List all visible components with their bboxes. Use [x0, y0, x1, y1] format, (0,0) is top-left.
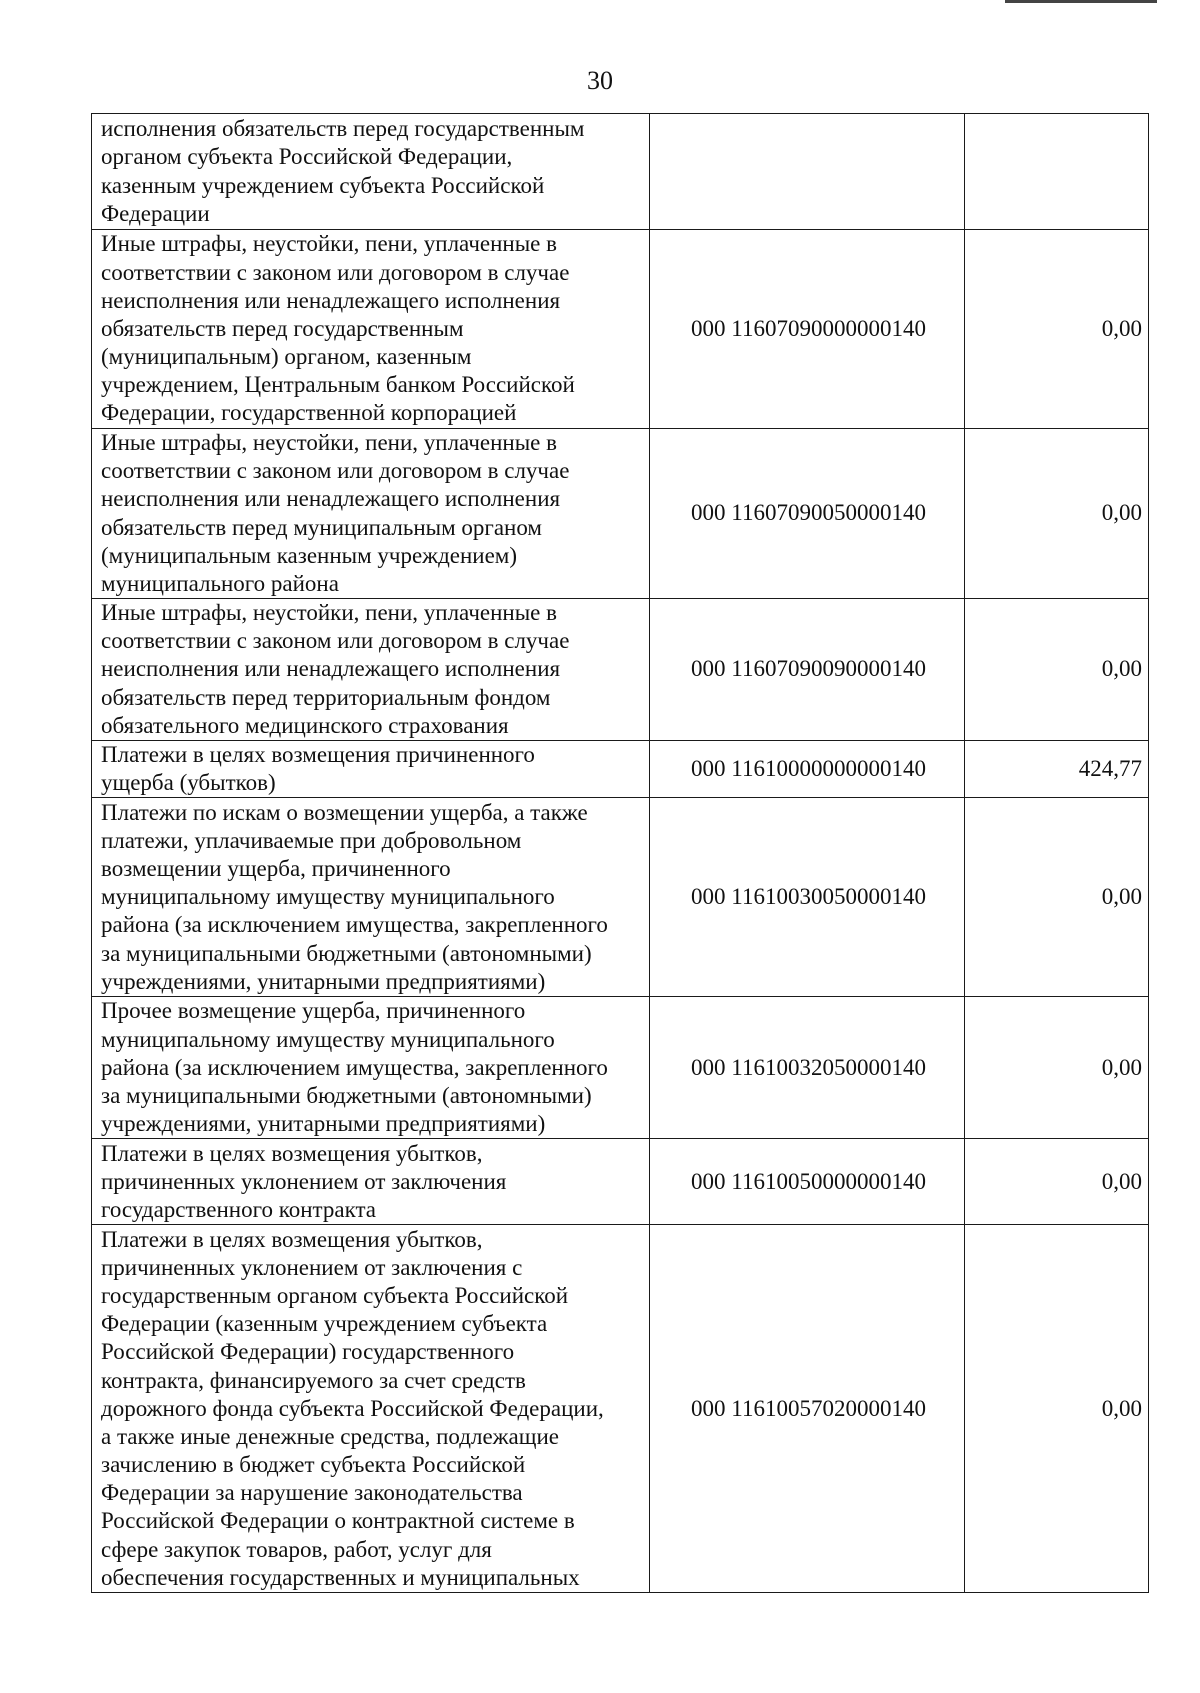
row-name-cell: исполнения обязательств перед государственным органом субъекта Российской Федерации, казенным учреждением субъекта Российской Федерации — [92, 114, 650, 230]
table-row — [92, 230, 1149, 429]
table-row — [92, 1139, 1149, 1225]
row-code-cell: 000 11610032050000140 — [650, 997, 965, 1139]
table-row — [92, 741, 1149, 798]
row-amount-cell: 0,00 — [965, 599, 1149, 741]
row-code-cell: 000 11610050000000140 — [650, 1139, 965, 1225]
row-name-cell: Платежи по искам о возмещении ущерба, а также платежи, уплачиваемые при добровольном возмещении ущерба, причиненного муниципальному имуществу муниципального района (за исключением имущества, закрепленного за муниципальными бюджетными (автономными) учреждениями, унитарными предприятиями) — [92, 798, 650, 997]
row-name-cell: Прочее возмещение ущерба, причиненного муниципальному имуществу муниципального района (за исключением имущества, закрепленного за муниципальными бюджетными (автономными) учреждениями, унитарными предприятиями) — [92, 997, 650, 1139]
table-row — [92, 997, 1149, 1139]
row-amount-cell: 0,00 — [965, 230, 1149, 429]
row-code-cell: 000 11610057020000140 — [650, 1225, 965, 1593]
row-name-cell: Платежи в целях возмещения убытков, причиненных уклонением от заключения государственного контракта — [92, 1139, 650, 1225]
row-name-cell: Платежи в целях возмещения причиненного ущерба (убытков) — [92, 741, 650, 798]
row-code-cell: 000 11607090000000140 — [650, 230, 965, 429]
revenue-table — [91, 113, 1149, 1593]
top-edge-rule — [1005, 0, 1157, 3]
table-row — [92, 1225, 1149, 1593]
row-code-cell: 000 11607090050000140 — [650, 429, 965, 599]
row-code-cell: 000 11607090090000140 — [650, 599, 965, 741]
row-amount-cell: 0,00 — [965, 798, 1149, 997]
table-row — [92, 429, 1149, 599]
row-code-cell: 000 11610000000000140 — [650, 741, 965, 798]
table-row — [92, 599, 1149, 741]
page-number: 30 — [587, 66, 613, 95]
row-amount-cell: 0,00 — [965, 429, 1149, 599]
row-name-cell: Иные штрафы, неустойки, пени, уплаченные в соответствии с законом или договором в случае неисполнения или ненадлежащего исполнения обязательств перед муниципальным органом (муниципальным казенным учреждением) муниципального района — [92, 429, 650, 599]
row-name-cell: Платежи в целях возмещения убытков, причиненных уклонением от заключения с государственным органом субъекта Российской Федерации (казенным учреждением субъекта Российской Федерации) государственного контракта, финансируемого за счет средств дорожного фонда субъекта Российской Федерации, а также иные денежные средства, подлежащие зачислению в бюджет субъекта Российской Федерации за нарушение законодательства Российской Федерации о контрактной системе в сфере закупок товаров, работ, услуг для обеспечения государственных и муниципальных — [92, 1225, 650, 1593]
row-amount-cell: 0,00 — [965, 1225, 1149, 1593]
row-amount-cell: 424,77 — [965, 741, 1149, 798]
row-code-cell — [650, 114, 965, 230]
table-row — [92, 114, 1149, 230]
row-amount-cell: 0,00 — [965, 997, 1149, 1139]
row-amount-cell: 0,00 — [965, 1139, 1149, 1225]
table-row — [92, 798, 1149, 997]
row-amount-cell — [965, 114, 1149, 230]
row-name-cell: Иные штрафы, неустойки, пени, уплаченные в соответствии с законом или договором в случае неисполнения или ненадлежащего исполнения обязательств перед государственным (муниципальным) органом, казенным учреждением, Центральным банком Российской Федерации, государственной корпорацией — [92, 230, 650, 429]
row-name-cell: Иные штрафы, неустойки, пени, уплаченные в соответствии с законом или договором в случае неисполнения или ненадлежащего исполнения обязательств перед территориальным фондом обязательного медицинского страхования — [92, 599, 650, 741]
row-code-cell: 000 11610030050000140 — [650, 798, 965, 997]
